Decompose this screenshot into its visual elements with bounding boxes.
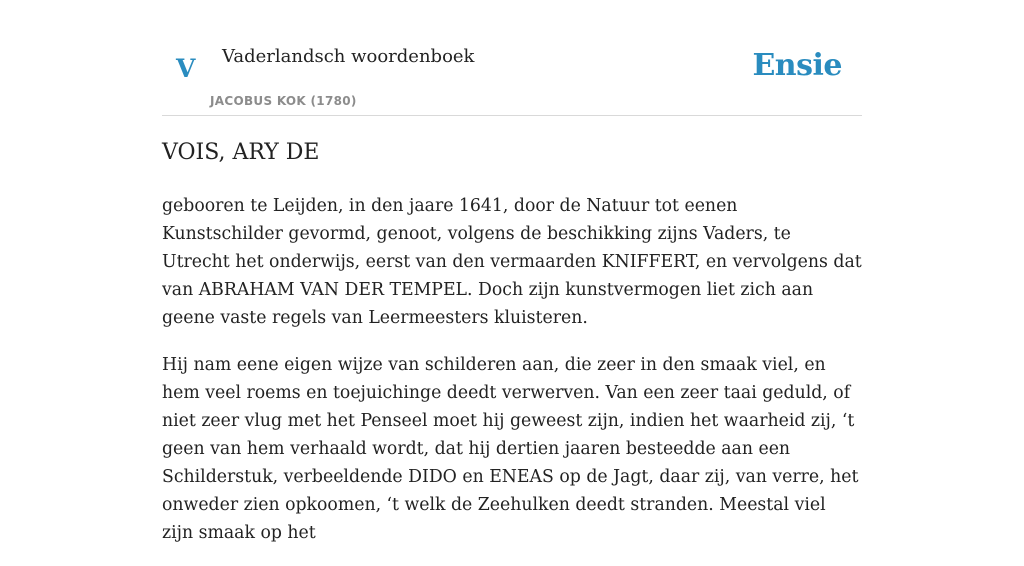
entry-body — [162, 192, 862, 566]
page-header — [162, 40, 862, 116]
brand-logo-link[interactable]: Ensie — [752, 48, 842, 83]
index-letter-link[interactable]: V — [176, 54, 196, 83]
entry-paragraph: gebooren te Leijden, in den jaare 1641, door de Natuur tot eenen Kunstschilder gevormd, genoot, volgens de beschikking zijns Vaders, te Utrecht het onderwijs, eerst van den vermaarden KNIFFERT, en vervolgens dat van ABRAHAM VAN DER TEMPEL. Doch zijn kunstvermogen liet zich aan geene vaste regels van Leermeesters kluisteren. — [162, 196, 862, 328]
book-author: JACOBUS KOK (1780) — [210, 94, 357, 108]
book-title-link[interactable]: Vaderlandsch woordenboek — [222, 46, 475, 67]
entry-paragraph: Hij nam eene eigen wijze van schilderen aan, die zeer in den smaak viel, en hem veel roems en toejuichinge deedt verwerven. Van een zeer taai geduld, of niet zeer vlug met het Penseel moet hij geweest zijn, indien het waarheid zij, ‘t geen van hem verhaald wordt, dat hij dertien jaaren besteedde aan een Schilderstuk, verbeeldende DIDO en ENEAS op de Jagt, daar zij, van verre, het onweder zien opkoomen, ‘t welk de Zeehulken deedt stranden. Meestal viel zijn smaak op het — [162, 355, 859, 543]
entry-title: VOIS, ARY DE — [162, 140, 320, 165]
